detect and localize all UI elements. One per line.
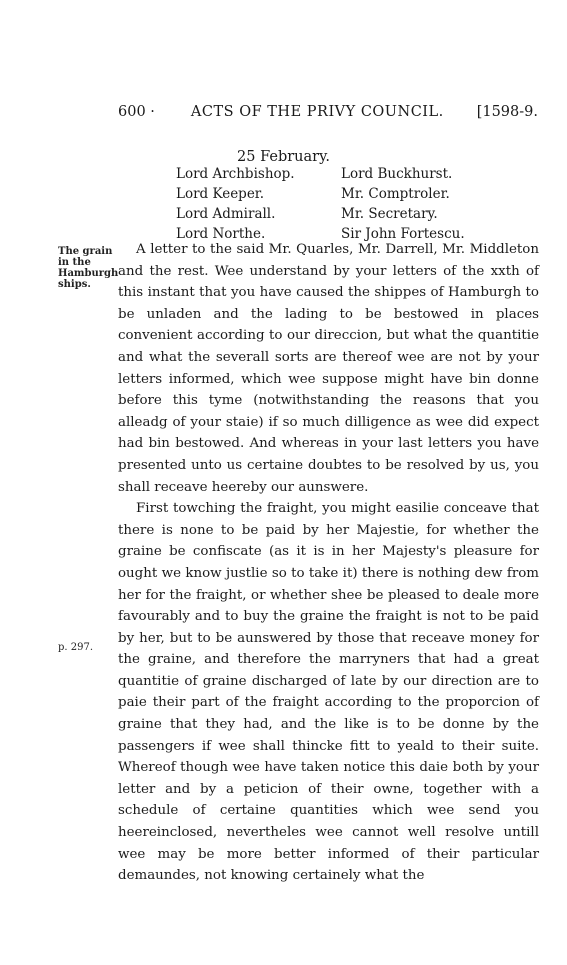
margin-note-subject: The grain in the Hamburgh ships. (58, 246, 119, 290)
running-title: ACTS OF THE PRIVY COUNCIL. (190, 104, 444, 120)
attendee: Lord Buckhurst. (341, 166, 453, 182)
attendance-list (176, 164, 476, 244)
paragraph: First towching the fraight, you might easilie conceave that there is none to be paid by her Majestie, for whether the graine be confiscate (as it is in her Majesty's pleasure for ought we know justlie so to take it) there is nothing dew from her for the fraight, or whether shee be pleased to deale more favourably and to buy the graine the fraight is not to be paid by her, but to be aunswered by those that receave money for the graine, and therefore the marryners that had a great quantitie of graine discharged of late by our direction are to paie their part of the fraight according to the proporcion of graine that they had, and the like is to be donne by the passengers if wee shall thincke fitt to yeald to their suite. Whereof though wee have taken notice this daie both by your letter and by a peticion of their owne, together with a schedule of certaine quantities which wee send you heereinclosed, nevertheles wee cannot well resolve untill wee may be more better informed of their particular demaundes, not knowing certainely what the (118, 501, 539, 884)
margin-note-page-ref: p. 297. (58, 642, 94, 653)
attendee: Lord Archbishop. (176, 166, 295, 182)
running-header (118, 104, 538, 120)
attendee: Mr. Secretary. (341, 206, 438, 222)
attendee: Lord Northe. (176, 226, 266, 242)
body-text (118, 239, 539, 887)
attendee: Lord Keeper. (176, 186, 265, 202)
page-number: 600 · (118, 104, 155, 120)
attendee: Sir John Fortescu. (341, 226, 465, 242)
attendee: Mr. Comptroler. (341, 186, 450, 202)
year-range: [1598-9. (476, 104, 538, 120)
paragraph: A letter to the said Mr. Quarles, Mr. Darrell, Mr. Middleton and the rest. Wee understand by your letters of the xxth of this instant that you have caused the shippes of Hamburgh to be unladen and the lading to be bestowed in places convenient according to our direccion, but what the quantitie and what the severall sorts are thereof wee are not by your letters informed, which wee suppose might have bin donne before this tyme (notwithstanding the reasons that you alleadg of your staie) if so much dilligence as wee did expect had bin bestowed. And whereas in your last letters you have presented unto us certaine doubtes to be resolved by us, you shall receave heereby our aunswere. (118, 242, 539, 495)
attendee: Lord Admirall. (176, 206, 276, 222)
meeting-date: 25 February. (237, 149, 330, 165)
